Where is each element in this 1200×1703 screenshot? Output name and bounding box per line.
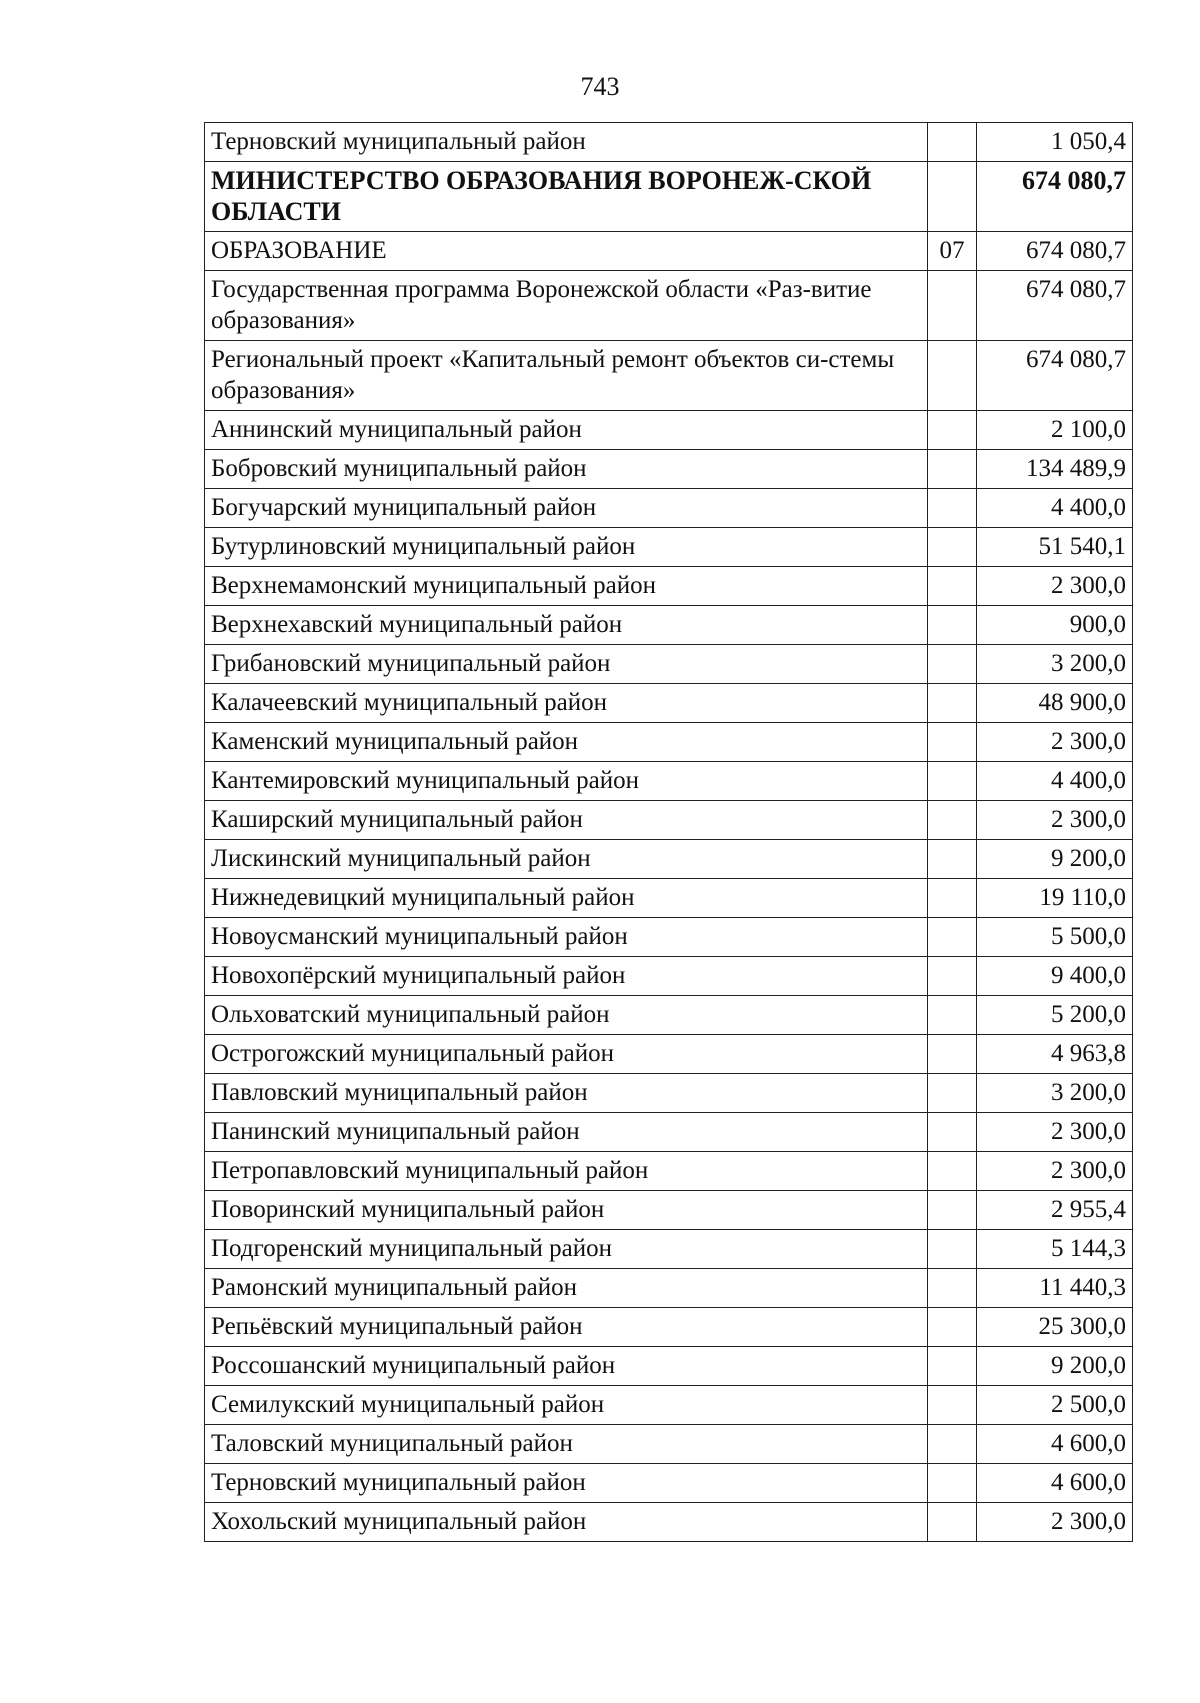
table-row xyxy=(205,840,1133,879)
budget-table-body xyxy=(205,123,1133,1542)
table-row xyxy=(205,450,1133,489)
row-section-code-cell xyxy=(928,684,977,723)
row-section-code-cell xyxy=(928,996,977,1035)
table-row xyxy=(205,123,1133,162)
row-sum-cell: 2 300,0 xyxy=(977,801,1133,840)
row-name-cell: Терновский муниципальный район xyxy=(205,1464,928,1503)
row-name-cell: Репьёвский муниципальный район xyxy=(205,1308,928,1347)
table-row xyxy=(205,1308,1133,1347)
row-section-code-cell xyxy=(928,567,977,606)
row-section-code-cell xyxy=(928,879,977,918)
row-name-cell: Богучарский муниципальный район xyxy=(205,489,928,528)
row-sum-cell: 9 200,0 xyxy=(977,840,1133,879)
table-row xyxy=(205,645,1133,684)
row-name-cell: Грибановский муниципальный район xyxy=(205,645,928,684)
row-name-cell: Верхнехавский муниципальный район xyxy=(205,606,928,645)
row-section-code-cell xyxy=(928,1386,977,1425)
table-row xyxy=(205,996,1133,1035)
row-section-code-cell xyxy=(928,723,977,762)
row-section-code-cell xyxy=(928,1152,977,1191)
row-section-code-cell xyxy=(928,411,977,450)
table-row xyxy=(205,918,1133,957)
row-name-cell: Павловский муниципальный район xyxy=(205,1074,928,1113)
row-name-cell: Поворинский муниципальный район xyxy=(205,1191,928,1230)
table-row xyxy=(205,879,1133,918)
row-sum-cell: 2 300,0 xyxy=(977,567,1133,606)
row-section-code-cell xyxy=(928,1230,977,1269)
row-sum-cell: 3 200,0 xyxy=(977,1074,1133,1113)
row-section-code-cell xyxy=(928,450,977,489)
row-name-cell: Аннинский муниципальный район xyxy=(205,411,928,450)
table-row xyxy=(205,762,1133,801)
row-section-code-cell xyxy=(928,341,977,411)
row-name-cell: Нижнедевицкий муниципальный район xyxy=(205,879,928,918)
row-sum-cell: 9 400,0 xyxy=(977,957,1133,996)
table-row xyxy=(205,341,1133,411)
table-row xyxy=(205,1152,1133,1191)
table-row xyxy=(205,1191,1133,1230)
row-name-cell: Острогожский муниципальный район xyxy=(205,1035,928,1074)
row-sum-cell: 2 300,0 xyxy=(977,723,1133,762)
row-sum-cell: 51 540,1 xyxy=(977,528,1133,567)
table-row xyxy=(205,162,1133,232)
row-name-cell: Новохопёрский муниципальный район xyxy=(205,957,928,996)
table-row xyxy=(205,411,1133,450)
row-sum-cell: 2 300,0 xyxy=(977,1152,1133,1191)
row-sum-cell: 4 963,8 xyxy=(977,1035,1133,1074)
row-name-cell: Таловский муниципальный район xyxy=(205,1425,928,1464)
row-sum-cell: 2 300,0 xyxy=(977,1113,1133,1152)
row-section-code-cell xyxy=(928,762,977,801)
row-sum-cell: 4 600,0 xyxy=(977,1425,1133,1464)
table-row xyxy=(205,1503,1133,1542)
row-sum-cell: 2 100,0 xyxy=(977,411,1133,450)
row-sum-cell: 4 600,0 xyxy=(977,1464,1133,1503)
row-name-cell: Калачеевский муниципальный район xyxy=(205,684,928,723)
row-sum-cell: 2 300,0 xyxy=(977,1503,1133,1542)
row-sum-cell: 3 200,0 xyxy=(977,645,1133,684)
row-sum-cell: 2 955,4 xyxy=(977,1191,1133,1230)
row-sum-cell: 1 050,4 xyxy=(977,123,1133,162)
row-sum-cell: 25 300,0 xyxy=(977,1308,1133,1347)
table-row xyxy=(205,1113,1133,1152)
table-row xyxy=(205,232,1133,271)
row-name-cell: Панинский муниципальный район xyxy=(205,1113,928,1152)
row-sum-cell: 5 500,0 xyxy=(977,918,1133,957)
row-section-code-cell xyxy=(928,1269,977,1308)
row-name-cell: Семилукский муниципальный район xyxy=(205,1386,928,1425)
table-row xyxy=(205,567,1133,606)
table-row xyxy=(205,271,1133,341)
row-name-cell: Государственная программа Воронежской области «Раз-витие образования» xyxy=(205,271,928,341)
row-section-code-cell xyxy=(928,918,977,957)
row-name-cell: Рамонский муниципальный район xyxy=(205,1269,928,1308)
row-section-code-cell xyxy=(928,1425,977,1464)
row-section-code-cell xyxy=(928,162,977,232)
table-row xyxy=(205,723,1133,762)
row-sum-cell: 2 500,0 xyxy=(977,1386,1133,1425)
row-sum-cell: 5 200,0 xyxy=(977,996,1133,1035)
row-sum-cell: 5 144,3 xyxy=(977,1230,1133,1269)
row-name-cell: Новоусманский муниципальный район xyxy=(205,918,928,957)
row-section-code-cell xyxy=(928,1113,977,1152)
row-name-cell: Лискинский муниципальный район xyxy=(205,840,928,879)
table-row xyxy=(205,1425,1133,1464)
row-sum-cell: 674 080,7 xyxy=(977,232,1133,271)
table-row xyxy=(205,489,1133,528)
row-section-code-cell xyxy=(928,645,977,684)
table-row xyxy=(205,606,1133,645)
row-name-cell: МИНИСТЕРСТВО ОБРАЗОВАНИЯ ВОРОНЕЖ-СКОЙ ОБЛАСТИ xyxy=(205,162,928,232)
row-sum-cell: 674 080,7 xyxy=(977,162,1133,232)
row-section-code-cell: 07 xyxy=(928,232,977,271)
row-sum-cell: 4 400,0 xyxy=(977,489,1133,528)
row-section-code-cell xyxy=(928,1035,977,1074)
row-sum-cell: 674 080,7 xyxy=(977,341,1133,411)
row-section-code-cell xyxy=(928,528,977,567)
row-name-cell: Каменский муниципальный район xyxy=(205,723,928,762)
page-number: 743 xyxy=(580,72,620,101)
row-section-code-cell xyxy=(928,1503,977,1542)
row-name-cell: Ольховатский муниципальный район xyxy=(205,996,928,1035)
row-section-code-cell xyxy=(928,1308,977,1347)
row-section-code-cell xyxy=(928,606,977,645)
row-name-cell: Подгоренский муниципальный район xyxy=(205,1230,928,1269)
row-name-cell: Региональный проект «Капитальный ремонт объектов си-стемы образования» xyxy=(205,341,928,411)
row-sum-cell: 134 489,9 xyxy=(977,450,1133,489)
table-row xyxy=(205,1230,1133,1269)
row-section-code-cell xyxy=(928,801,977,840)
row-name-cell: ОБРАЗОВАНИЕ xyxy=(205,232,928,271)
row-sum-cell: 11 440,3 xyxy=(977,1269,1133,1308)
row-name-cell: Россошанский муниципальный район xyxy=(205,1347,928,1386)
row-section-code-cell xyxy=(928,271,977,341)
row-name-cell: Бутурлиновский муниципальный район xyxy=(205,528,928,567)
table-row xyxy=(205,801,1133,840)
row-name-cell: Бобровский муниципальный район xyxy=(205,450,928,489)
table-row xyxy=(205,957,1133,996)
row-name-cell: Хохольский муниципальный район xyxy=(205,1503,928,1542)
table-row xyxy=(205,1347,1133,1386)
row-section-code-cell xyxy=(928,840,977,879)
row-sum-cell: 19 110,0 xyxy=(977,879,1133,918)
row-sum-cell: 48 900,0 xyxy=(977,684,1133,723)
row-name-cell: Кантемировский муниципальный район xyxy=(205,762,928,801)
row-sum-cell: 9 200,0 xyxy=(977,1347,1133,1386)
row-section-code-cell xyxy=(928,1074,977,1113)
row-sum-cell: 674 080,7 xyxy=(977,271,1133,341)
table-row xyxy=(205,684,1133,723)
row-sum-cell: 4 400,0 xyxy=(977,762,1133,801)
row-section-code-cell xyxy=(928,489,977,528)
table-row xyxy=(205,1035,1133,1074)
row-name-cell: Верхнемамонский муниципальный район xyxy=(205,567,928,606)
table-row xyxy=(205,1269,1133,1308)
row-section-code-cell xyxy=(928,123,977,162)
table-row xyxy=(205,528,1133,567)
table-row xyxy=(205,1074,1133,1113)
table-row xyxy=(205,1464,1133,1503)
row-section-code-cell xyxy=(928,1464,977,1503)
row-section-code-cell xyxy=(928,1191,977,1230)
row-name-cell: Терновский муниципальный район xyxy=(205,123,928,162)
budget-table xyxy=(204,122,1133,1542)
row-name-cell: Каширский муниципальный район xyxy=(205,801,928,840)
row-sum-cell: 900,0 xyxy=(977,606,1133,645)
table-row xyxy=(205,1386,1133,1425)
row-section-code-cell xyxy=(928,957,977,996)
row-name-cell: Петропавловский муниципальный район xyxy=(205,1152,928,1191)
row-section-code-cell xyxy=(928,1347,977,1386)
